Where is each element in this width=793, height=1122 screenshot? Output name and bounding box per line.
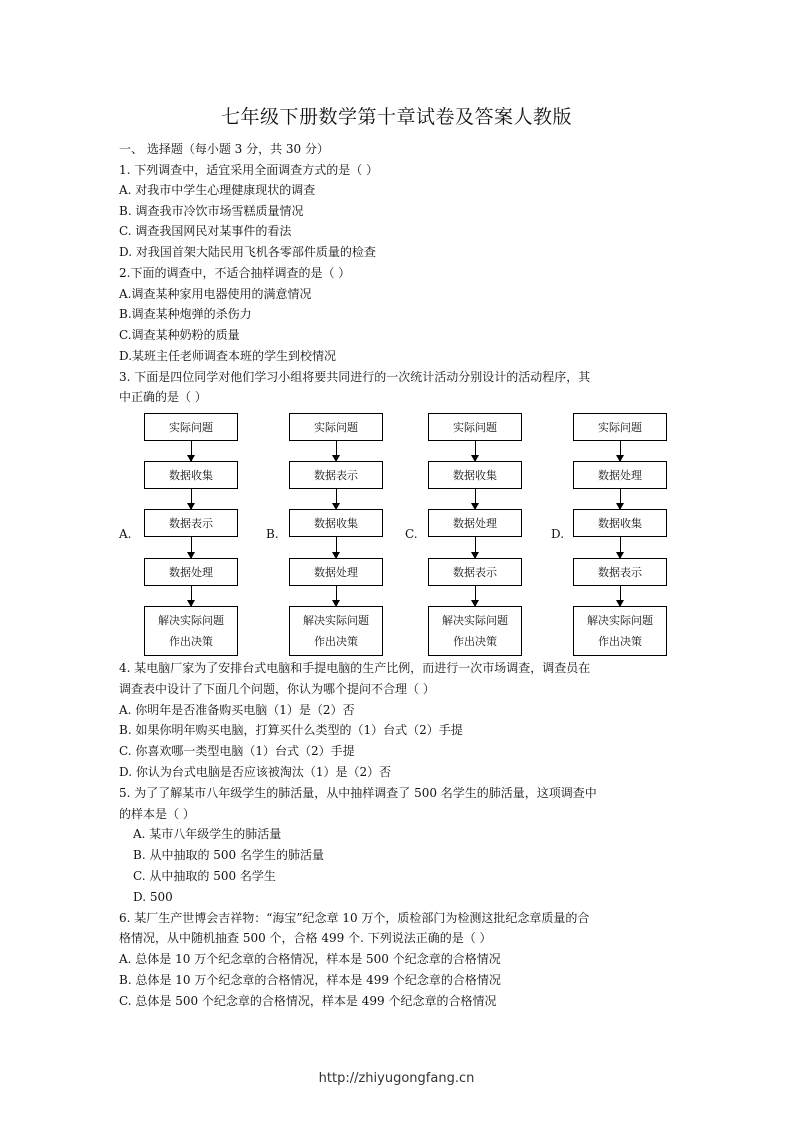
question-1-option-d: D. 对我国首架大陆民用飞机各零部件质量的检查 bbox=[119, 245, 376, 259]
flowchart-d-step-1: 实际问题 bbox=[573, 413, 667, 441]
flowchart-a-arrow-2 bbox=[191, 489, 192, 509]
flowchart-a-label: A. bbox=[119, 527, 132, 541]
question-5-option-b: B. 从中抽取的 500 名学生的肺活量 bbox=[133, 848, 324, 862]
question-5-option-a: A. 某市八年级学生的肺活量 bbox=[133, 827, 282, 841]
question-2-option-a: A.调查某种家用电器使用的满意情况 bbox=[119, 287, 312, 301]
question-3-stem-line1: 3. 下面是四位同学对他们学习小组将要共同进行的一次统计活动分别设计的活动程序，其 bbox=[119, 370, 591, 384]
question-4-option-a: A. 你明年是否准备购买电脑（1）是（2）否 bbox=[119, 703, 355, 717]
question-2-option-b: B.调查某种炮弹的杀伤力 bbox=[119, 307, 252, 321]
flowchart-c-step-2: 数据收集 bbox=[428, 461, 522, 489]
flowchart-a-arrow-3 bbox=[191, 537, 192, 558]
flowchart-b-step-1: 实际问题 bbox=[289, 413, 383, 441]
flowchart-a-step-4: 数据处理 bbox=[144, 558, 238, 586]
flowchart-d-step-2: 数据处理 bbox=[573, 461, 667, 489]
question-4-stem-line1: 4. 某电脑厂家为了安排台式电脑和手提电脑的生产比例，而进行一次市场调查，调查员在 bbox=[119, 661, 591, 675]
flowchart-b-final-step bbox=[289, 606, 383, 656]
flowchart-b-arrow-3 bbox=[336, 537, 337, 558]
question-2-stem: 2.下面的调查中，不适合抽样调查的是（ ） bbox=[119, 266, 351, 280]
flowchart-b-step-3: 数据收集 bbox=[289, 509, 383, 537]
question-4-option-d: D. 你认为台式电脑是否应该被淘汰（1）是（2）否 bbox=[119, 765, 392, 779]
question-6-stem-line1: 6. 某厂生产世博会吉祥物：“海宝”纪念章 10 万个，质检部门为检测这批纪念章质量的合 bbox=[119, 911, 590, 925]
question-5-stem-line2: 的样本是（ ） bbox=[119, 807, 195, 821]
flowchart-a-final-step bbox=[144, 606, 238, 656]
flowchart-b-step-2: 数据表示 bbox=[289, 461, 383, 489]
flowchart-c-step-3: 数据处理 bbox=[428, 509, 522, 537]
flowchart-d-label: D. bbox=[551, 527, 565, 541]
flowchart-d-arrow-2 bbox=[620, 489, 621, 509]
question-3-stem-line2: 中正确的是（ ） bbox=[119, 390, 207, 404]
flowchart-c-step-1: 实际问题 bbox=[428, 413, 522, 441]
flowchart-c-arrow-1 bbox=[475, 441, 476, 461]
question-2-option-d: D.某班主任老师调查本班的学生到校情况 bbox=[119, 349, 337, 363]
question-1-option-b: B. 调查我市冷饮市场雪糕质量情况 bbox=[119, 204, 304, 218]
flowchart-b-final-line-1: 解决实际问题 bbox=[303, 614, 369, 627]
flowchart-c-arrow-4 bbox=[475, 586, 476, 606]
flowchart-b-step-4: 数据处理 bbox=[289, 558, 383, 586]
flowchart-a-step-1: 实际问题 bbox=[144, 413, 238, 441]
flowchart-a-arrow-1 bbox=[191, 441, 192, 461]
flowchart-d-step-3: 数据收集 bbox=[573, 509, 667, 537]
question-1-option-a: A. 对我市中学生心理健康现状的调查 bbox=[119, 183, 316, 197]
question-1-option-c: C. 调查我国网民对某事件的看法 bbox=[119, 224, 292, 238]
flowchart-b-arrow-2 bbox=[336, 489, 337, 509]
flowchart-a-arrow-4 bbox=[191, 586, 192, 606]
flowchart-d-arrow-1 bbox=[620, 441, 621, 461]
question-6-option-b: B. 总体是 10 万个纪念章的合格情况，样本是 499 个纪念章的合格情况 bbox=[119, 973, 501, 987]
page-title: 七年级下册数学第十章试卷及答案人教版 bbox=[220, 106, 572, 128]
flowchart-d-final-line-1: 解决实际问题 bbox=[587, 614, 653, 627]
question-4-option-c: C. 你喜欢哪一类型电脑（1）台式（2）手提 bbox=[119, 744, 355, 758]
flowchart-c-final-line-1: 解决实际问题 bbox=[442, 614, 508, 627]
flowchart-b-label: B. bbox=[266, 527, 279, 541]
flowchart-d-step-4: 数据表示 bbox=[573, 558, 667, 586]
flowchart-c-final-line-2: 作出决策 bbox=[453, 635, 497, 648]
flowchart-b-arrow-1 bbox=[336, 441, 337, 461]
flowchart-d-final-line-2: 作出决策 bbox=[598, 635, 642, 648]
flowchart-c-arrow-2 bbox=[475, 489, 476, 509]
flowchart-d-arrow-3 bbox=[620, 537, 621, 558]
flowchart-c-step-4: 数据表示 bbox=[428, 558, 522, 586]
question-5-option-c: C. 从中抽取的 500 名学生 bbox=[133, 869, 276, 883]
question-6-option-a: A. 总体是 10 万个纪念章的合格情况，样本是 500 个纪念章的合格情况 bbox=[119, 952, 501, 966]
question-6-stem-line2: 格情况，从中随机抽查 500 个，合格 499 个. 下列说法正确的是（ ） bbox=[119, 931, 492, 945]
question-6-option-c: C. 总体是 500 个纪念章的合格情况，样本是 499 个纪念章的合格情况 bbox=[119, 994, 497, 1008]
flowchart-a-step-3: 数据表示 bbox=[144, 509, 238, 537]
flowchart-c-final-step bbox=[428, 606, 522, 656]
flowchart-c-label: C. bbox=[405, 527, 418, 541]
question-5-option-d: D. 500 bbox=[133, 890, 173, 904]
section-heading: 一、 选择题（每小题 3 分，共 30 分） bbox=[119, 142, 329, 156]
question-4-stem-line2: 调查表中设计了下面几个问题，你认为哪个提问不合理（ ） bbox=[119, 682, 435, 696]
question-2-option-c: C.调查某种奶粉的质量 bbox=[119, 328, 240, 342]
question-4-option-b: B. 如果你明年购买电脑，打算买什么类型的（1）台式（2）手提 bbox=[119, 723, 463, 737]
flowchart-d-arrow-4 bbox=[620, 586, 621, 606]
flowchart-d-final-step bbox=[573, 606, 667, 656]
flowchart-a-step-2: 数据收集 bbox=[144, 461, 238, 489]
flowchart-a-final-line-1: 解决实际问题 bbox=[158, 614, 224, 627]
flowchart-b-arrow-4 bbox=[336, 586, 337, 606]
question-1-stem: 1. 下列调查中，适宜采用全面调查方式的是（ ） bbox=[119, 163, 379, 177]
flowchart-b-final-line-2: 作出决策 bbox=[314, 635, 358, 648]
flowchart-c-arrow-3 bbox=[475, 537, 476, 558]
footer-url: http://zhiyugongfang.cn bbox=[318, 1071, 475, 1086]
question-5-stem-line1: 5. 为了了解某市八年级学生的肺活量，从中抽样调查了 500 名学生的肺活量，这项调查中 bbox=[119, 786, 597, 800]
flowchart-a-final-line-2: 作出决策 bbox=[169, 635, 213, 648]
